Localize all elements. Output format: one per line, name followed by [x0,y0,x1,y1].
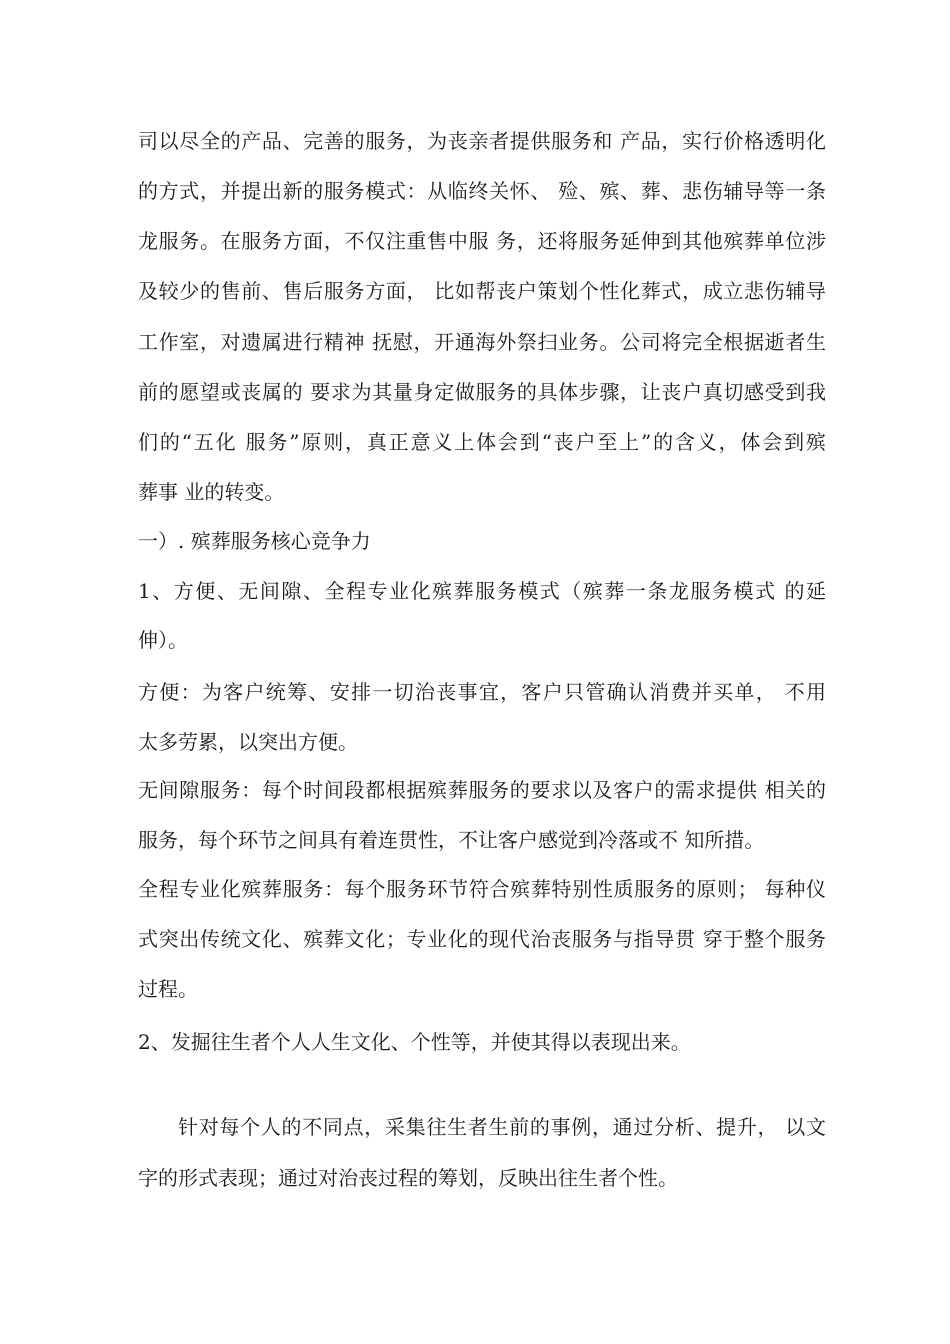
paragraph-line: 及较少的售前、售后服务方面， 比如帮丧户策划个性化葬式，成立悲伤辅导 [138,279,826,303]
paragraph-line: 太多劳累，以突出方便。 [138,730,358,754]
subheading-line: 1、方便、无间隙、全程专业化殡葬服务模式（殡葬一条龙服务模式 的延 [138,579,826,603]
paragraph-line: 司以尽全的产品、完善的服务，为丧亲者提供服务和 产品，实行价格透明化 [138,129,826,153]
paragraph-line: 式突出传统文化、殡葬文化；专业化的现代治丧服务与指导贯 穿于整个服务 [138,927,826,951]
paragraph-line: 们的“五化 服务”原则，真正意义上体会到“丧户至上”的含义，体会到殡 [138,430,826,454]
paragraph-line: 前的愿望或丧属的 要求为其量身定做服务的具体步骤，让丧户真切感受到我 [138,380,826,404]
paragraph-line: 工作室，对遗属进行精神 抚慰，开通海外祭扫业务。公司将完全根据逝者生 [138,330,826,354]
paragraph-line: 方便：为客户统筹、安排一切治丧事宜，客户只管确认消费并买单， 不用 [138,680,826,704]
subheading-line: 2、发掘往生者个人人生文化、个性等，并使其得以表现出来。 [138,1030,691,1054]
paragraph-line: 的方式，并提出新的服务模式：从临终关怀、 殓、殡、葬、悲伤辅导等一条 [138,179,826,203]
paragraph-line: 字的形式表现；通过对治丧过程的筹划，反映出往生者个性。 [138,1166,678,1190]
section-heading: 一）. 殡葬服务核心竞争力 [138,529,371,553]
paragraph-line: 全程专业化殡葬服务：每个服务环节符合殡葬特别性质服务的原则； 每种仪 [138,877,826,901]
paragraph-line: 龙服务。在服务方面，不仅注重售中服 务，还将服务延伸到其他殡葬单位涉 [138,229,826,253]
paragraph-line: 服务，每个环节之间具有着连贯性，不让客户感觉到冷落或不 知所措。 [138,828,765,852]
paragraph-line: 过程。 [138,977,198,1001]
paragraph-line: 无间隙服务：每个时间段都根据殡葬服务的要求以及客户的需求提供 相关的 [138,778,826,802]
paragraph-line: 葬事 业的转变。 [138,480,285,504]
paragraph-line: 针对每个人的不同点，采集往生者生前的事例，通过分析、提升， 以文 [178,1115,826,1139]
subheading-line: 伸）。 [138,628,188,652]
